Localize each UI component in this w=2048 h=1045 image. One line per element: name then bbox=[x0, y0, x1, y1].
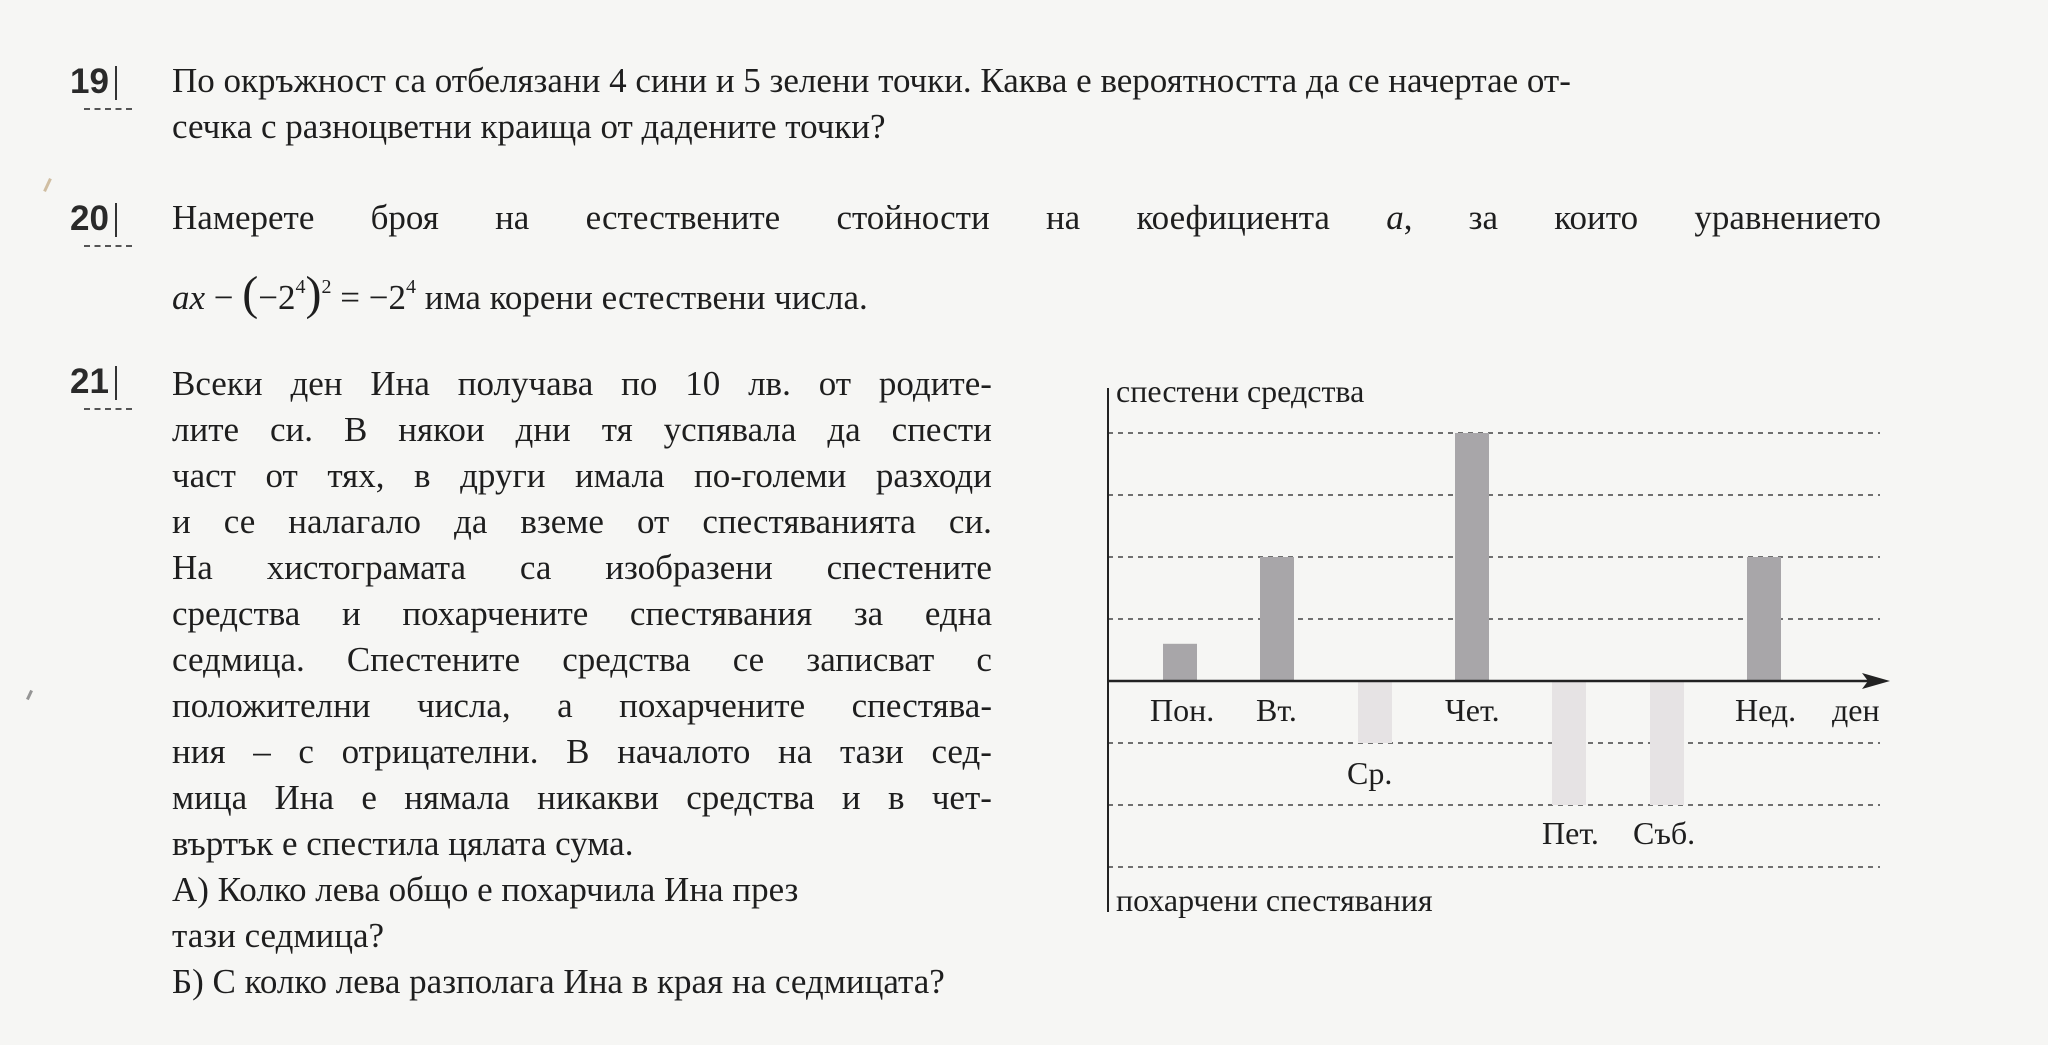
problem-number-19: 19 bbox=[70, 62, 109, 102]
bar-3 bbox=[1358, 681, 1392, 743]
bar-1 bbox=[1163, 644, 1197, 681]
problem-20-line-1 bbox=[172, 198, 1881, 238]
word: естествените bbox=[585, 198, 781, 237]
word: Намерете bbox=[172, 198, 315, 237]
word: броя bbox=[370, 198, 439, 237]
word: които bbox=[1554, 198, 1639, 237]
question-a: А) Колко лева общо е похарчила Ина през bbox=[172, 870, 799, 909]
category-label: Пон. bbox=[1150, 692, 1215, 728]
bar-6 bbox=[1650, 681, 1684, 805]
x-axis-label: ден bbox=[1832, 692, 1880, 728]
bar-7 bbox=[1747, 557, 1781, 681]
bar-4 bbox=[1455, 433, 1489, 681]
text-line: положителни числа, а похарчените спестява- bbox=[172, 686, 992, 725]
word: на bbox=[495, 198, 530, 237]
savings-histogram bbox=[1090, 370, 1910, 930]
bar-2 bbox=[1260, 557, 1294, 681]
problem-19-line-1: По окръжност са отбелязани 4 сини и 5 зелени точки. Каква е вероятността да се начертае от- bbox=[172, 61, 1571, 100]
text-line: част от тях, в други имала по-големи разходи bbox=[172, 456, 992, 495]
bar-5 bbox=[1552, 681, 1586, 805]
category-label: Вт. bbox=[1256, 692, 1297, 728]
text-line: средства и похарчените спестявания за една bbox=[172, 594, 992, 633]
category-label: Ср. bbox=[1347, 755, 1393, 791]
text-line: лите си. В някои дни тя успявала да спести bbox=[172, 410, 992, 449]
y-axis-label-positive: спестени средства bbox=[1116, 373, 1365, 409]
word: уравнението bbox=[1694, 198, 1881, 237]
text-line: седмица. Спестените средства се записват с bbox=[172, 640, 992, 679]
word: за bbox=[1468, 198, 1499, 237]
category-label: Нед. bbox=[1735, 692, 1797, 728]
problem-number-20: 20 bbox=[70, 199, 109, 239]
word: коефициента bbox=[1136, 198, 1330, 237]
problem-21-text bbox=[172, 361, 992, 1005]
problem-20-line-2-text: има корени естествени числа. bbox=[424, 278, 868, 317]
equation: ax − $(-2^4)^2 = -2^4$ bbox=[172, 267, 416, 320]
text-line: Всеки ден Ина получава по 10 лв. от родите- bbox=[172, 364, 992, 403]
word: a, bbox=[1386, 198, 1413, 237]
y-axis-label-negative: похарчени спестявания bbox=[1116, 882, 1433, 918]
text-line: мица Ина е нямала никакви средства и в чет- bbox=[172, 778, 992, 817]
question-a-cont: тази седмица? bbox=[172, 916, 385, 955]
category-label: Съб. bbox=[1633, 815, 1696, 851]
problem-20-line-2 bbox=[172, 266, 868, 321]
scan-mark bbox=[43, 178, 52, 192]
text-line: въртък е спестила цялата сума. bbox=[172, 824, 634, 863]
word: на bbox=[1045, 198, 1081, 237]
text-line: ния – с отрицателни. В началото на тази сед- bbox=[172, 732, 992, 771]
text-line: На хистограмата са изобразени спестените bbox=[172, 548, 992, 587]
problem-number-21: 21 bbox=[70, 362, 109, 402]
problem-19-line-2: сечка с разноцветни краища от дадените точки? bbox=[172, 107, 886, 146]
category-label: Чет. bbox=[1445, 692, 1500, 728]
question-b: Б) С колко лева разполага Ина в края на седмицата? bbox=[172, 962, 945, 1001]
scan-mark bbox=[26, 690, 33, 700]
word: стойности bbox=[836, 198, 990, 237]
text-line: и се налагало да вземе от спестяванията си. bbox=[172, 502, 992, 541]
category-label: Пет. bbox=[1542, 815, 1599, 851]
